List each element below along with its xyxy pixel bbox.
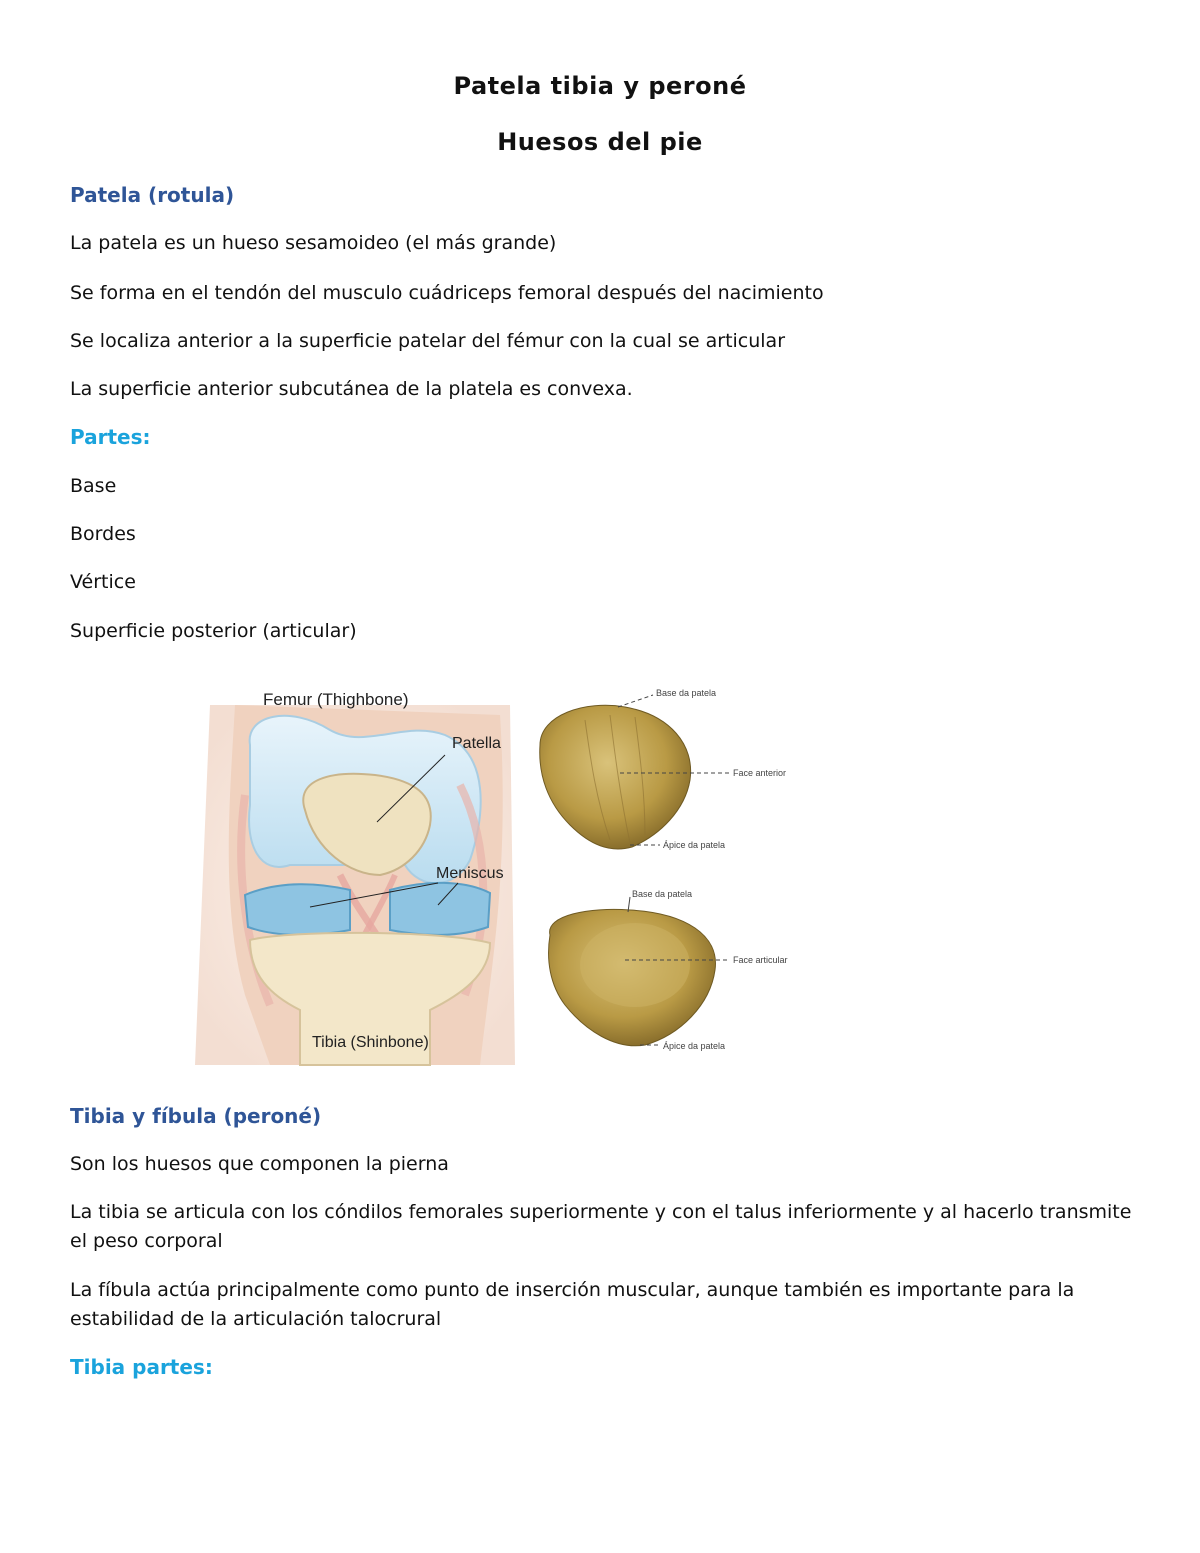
partes-item: Base [70,475,117,497]
patela-paragraph: La patela es un hueso sesamoideo (el más grande) [70,232,557,254]
patella-figure [190,675,830,1075]
label-posterior-base: Base da patela [632,889,693,899]
label-posterior-face: Face articular [733,955,788,965]
partes-item: Bordes [70,523,136,545]
tibia-paragraph: Son los huesos que componen la pierna [70,1153,449,1175]
label-posterior-apex: Ápice da patela [663,1041,726,1051]
label-anterior-apex: Ápice da patela [663,840,726,850]
patella-anterior-view [540,688,786,850]
label-anterior-base: Base da patela [656,688,717,698]
heading-patela: Patela (rotula) [70,183,235,207]
label-patella: Patella [452,735,501,752]
partes-item: Superficie posterior (articular) [70,620,357,642]
heading-tibia-partes: Tibia partes: [70,1355,213,1379]
heading-tibia: Tibia y fíbula (peroné) [70,1104,322,1128]
partes-item: Vértice [70,571,136,593]
patela-paragraph: La superficie anterior subcutánea de la platela es convexa. [70,378,633,400]
label-anterior-face: Face anterior [733,768,787,778]
tibia-paragraph: La fíbula actúa principalmente como punto de inserción muscular, aunque también es importante para la estabilidad de la articulación talocrural [70,1279,1075,1330]
document-title: Patela tibia y peroné [453,72,747,100]
knee-illustration [195,690,515,1065]
patela-paragraph: Se forma en el tendón del musculo cuádriceps femoral después del nacimiento [70,282,824,304]
patela-paragraph: Se localiza anterior a la superficie patelar del fémur con la cual se articular [70,330,786,352]
patella-posterior-view [549,889,788,1051]
heading-partes: Partes: [70,425,151,449]
tibia-paragraph: La tibia se articula con los cóndilos femorales superiormente y con el talus inferiormente y al hacerlo transmite el peso corporal [70,1201,1132,1252]
label-femur: Femur (Thighbone) [263,690,409,709]
label-tibia: Tibia (Shinbone) [312,1034,429,1051]
document-subtitle: Huesos del pie [497,128,703,156]
label-meniscus: Meniscus [436,865,504,882]
